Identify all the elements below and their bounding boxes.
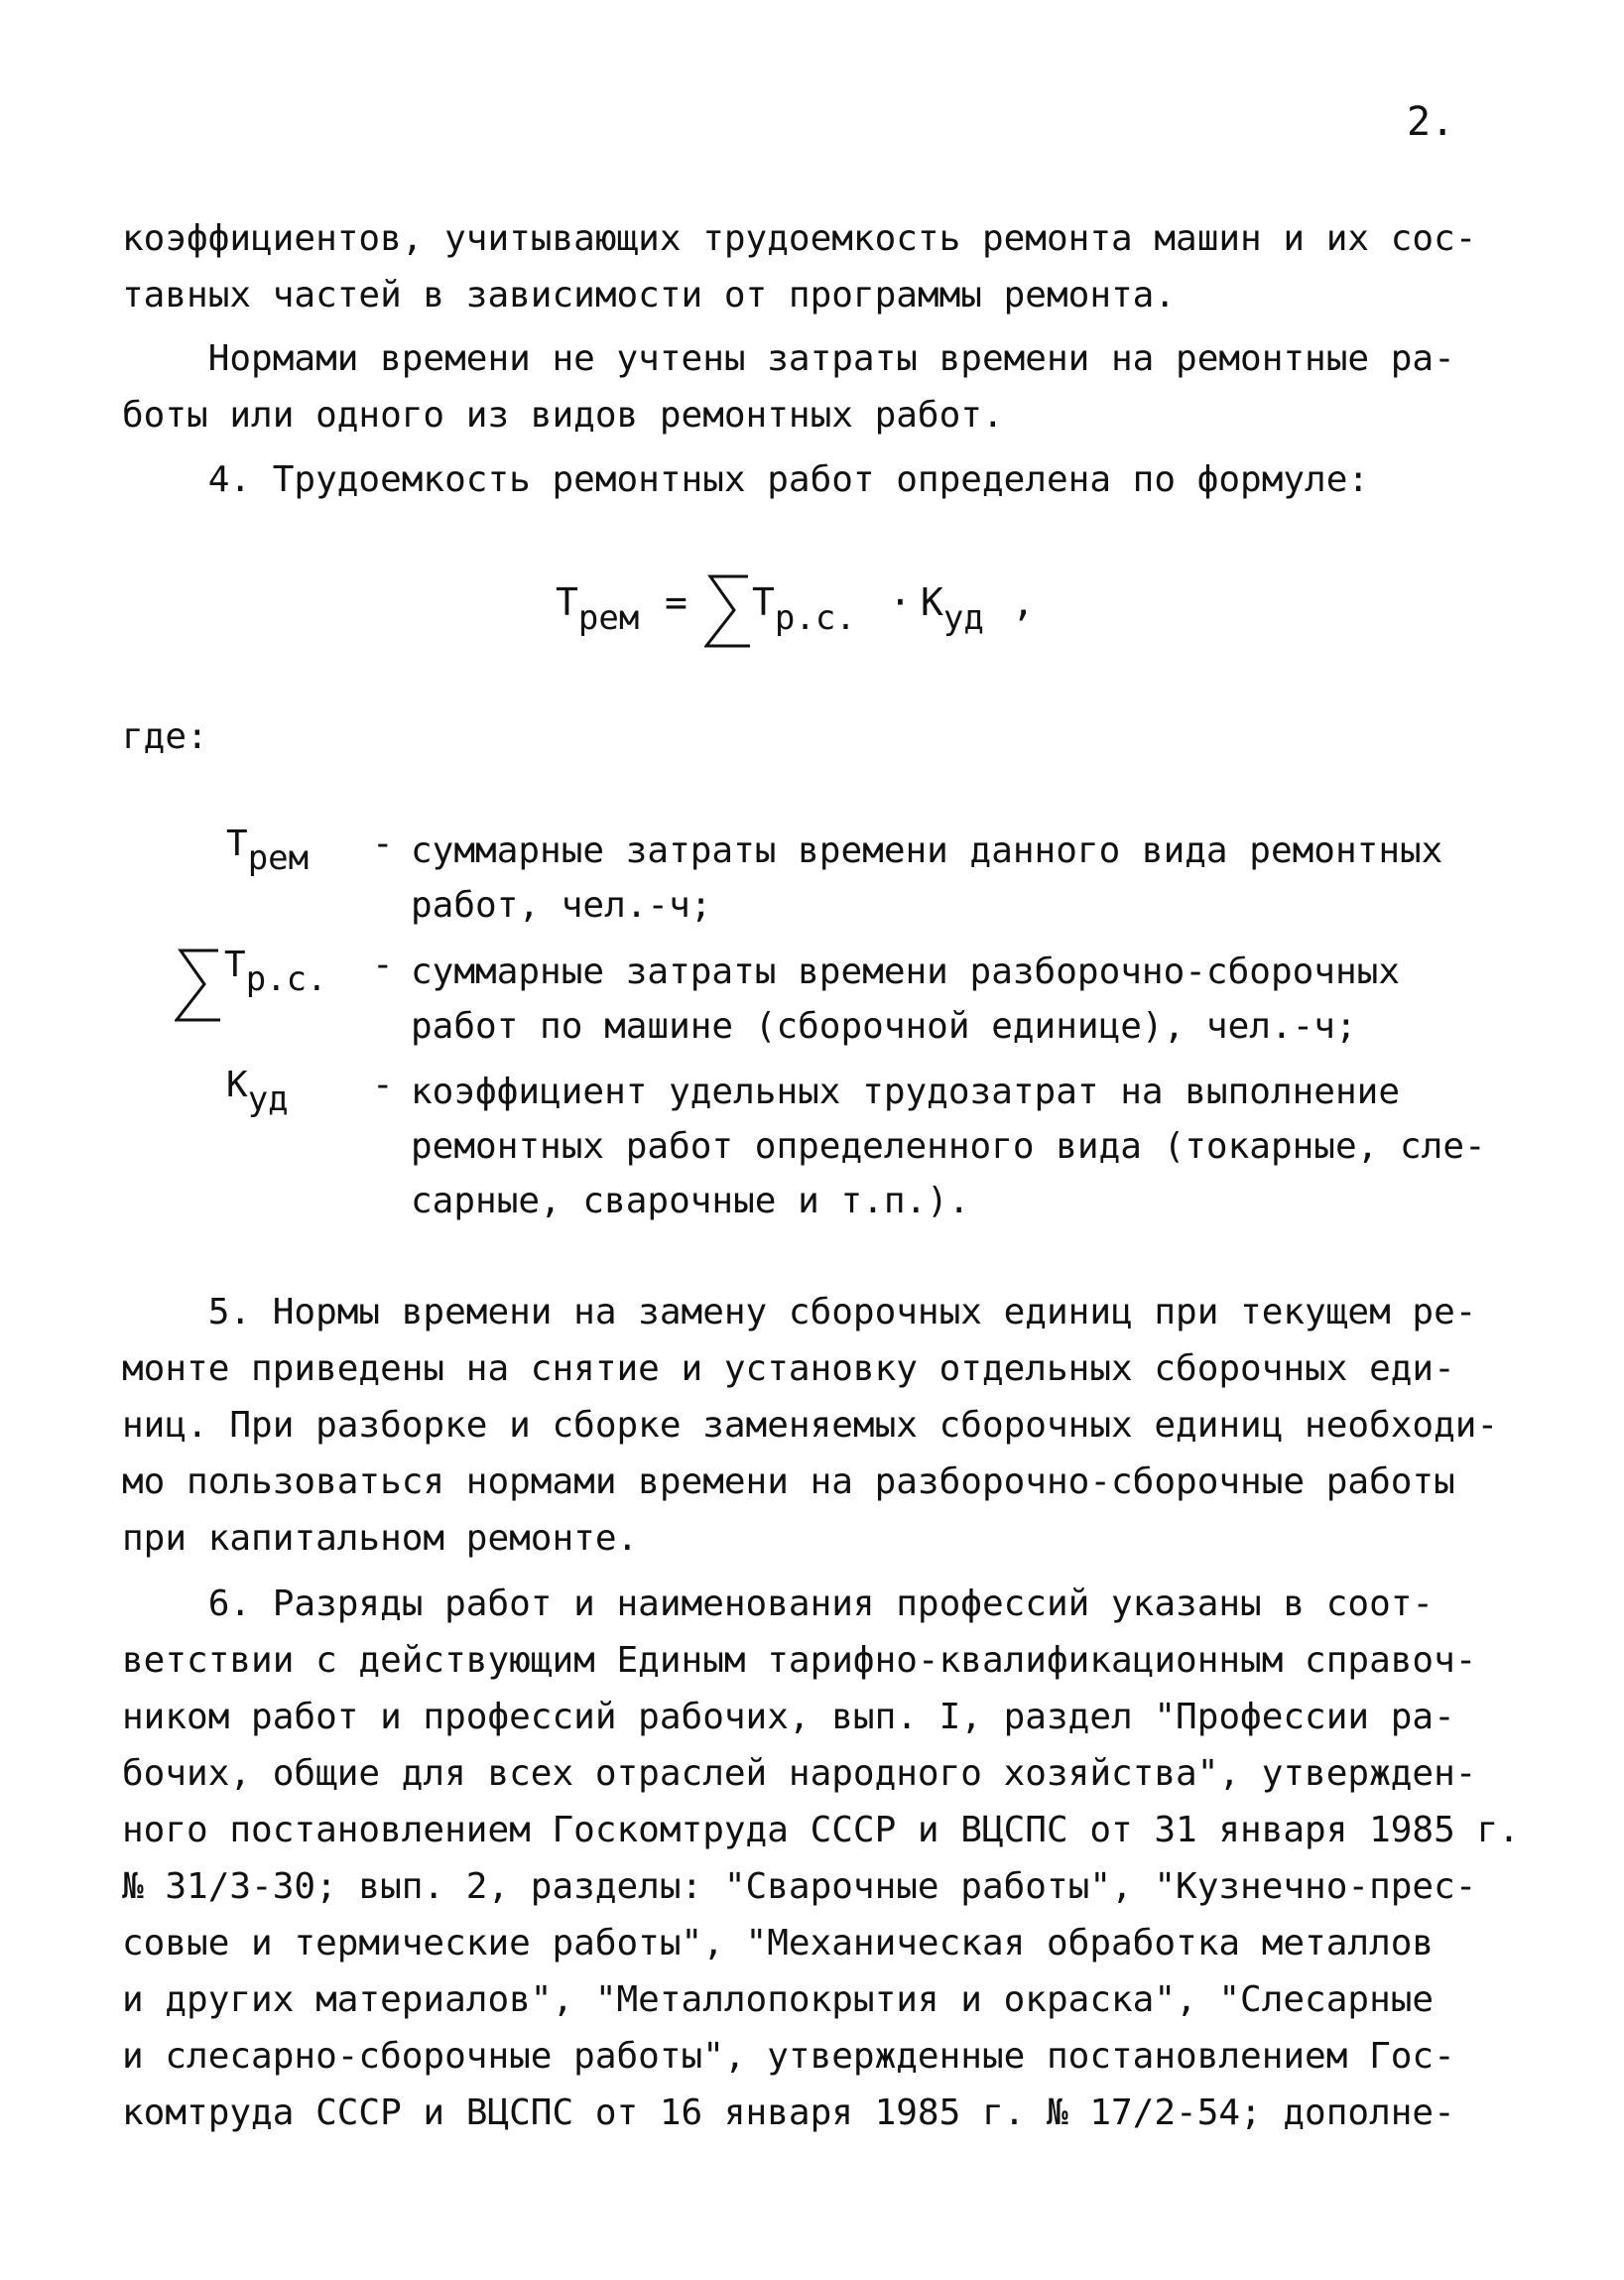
paragraph-item-4: 4. Трудоемкость ремонтных работ определена по формуле: <box>122 459 1370 500</box>
sum-sigma-icon <box>175 945 224 1024</box>
legend-description: суммарные затраты времени данного вида ремонтных работ, чел.-ч; <box>411 830 1443 926</box>
formula-multiply: · <box>889 580 912 624</box>
sum-sigma-icon <box>704 570 754 650</box>
formula-k-ud: Kуд <box>921 580 984 638</box>
paragraph-item-6: 6. Разряды работ и наименования профессий указаны в соот- ветствии с действующим Единым тарифно-квалификационным справоч- ником работ и профессий рабочих, вып. I, раздел "Профессии ра- бочих, общие для всех отраслей народного хозяйства", утвержден- ного постановлением Госкомтруда СССР и ВЦСПС от 31 января 1985 г. № 31/3-30; вып. 2, разделы: "Сварочные работы", "Кузнечно-прес- совые и термические работы", "Механическая обработка металлов и других материалов", "Металлопокрытия и окраска", "Слесарные и слесарно-сборочные работы", утвержденные постановлением Гос- комтруда СССР и ВЦСПС от 16 января 1985 г. № 17/2-54; дополне- <box>122 1583 1520 2133</box>
legend-symbol: Tрем <box>226 823 310 878</box>
formula-t-rem: Tрем <box>556 580 640 638</box>
paragraph-intro: коэффициентов, учитывающих трудоемкость ремонта машин и их сос- тавных частей в зависимости от программы ремонта. <box>122 218 1477 316</box>
paragraph-norms-not-included: Нормами времени не учтены затраты времени на ремонтные ра- боты или одного из видов ремонтных работ. <box>122 338 1455 436</box>
legend-description: суммарные затраты времени разборочно-сборочных работ по машине (сборочной единице), чел.-ч; <box>411 951 1400 1047</box>
where-label: где: <box>122 716 208 757</box>
legend-dash: - <box>372 945 394 985</box>
formula-comma: , <box>1012 580 1035 624</box>
paragraph-item-5: 5. Нормы времени на замену сборочных единиц при текущем ре- монте приведены на снятие и установку отдельных сборочных еди- ниц. При разборке и сборке заменяемых сборочных единиц необходи- мо пользоваться нормами времени на разборочно-сборочные работы при капитальном ремонте. <box>122 1292 1499 1559</box>
legend-symbol: Kуд <box>226 1065 289 1119</box>
page-number: 2. <box>1407 99 1455 145</box>
legend-symbol: Tр.с. <box>224 945 327 999</box>
legend-description: коэффициент удельных трудозатрат на выполнение ремонтных работ определенного вида (токарные, сле- сарные, сварочные и т.п.). <box>411 1072 1486 1221</box>
legend-dash: - <box>372 823 394 864</box>
formula-equals: = <box>665 580 687 624</box>
legend-dash: - <box>372 1065 394 1105</box>
formula-t-rs: Tр.с. <box>752 580 856 638</box>
